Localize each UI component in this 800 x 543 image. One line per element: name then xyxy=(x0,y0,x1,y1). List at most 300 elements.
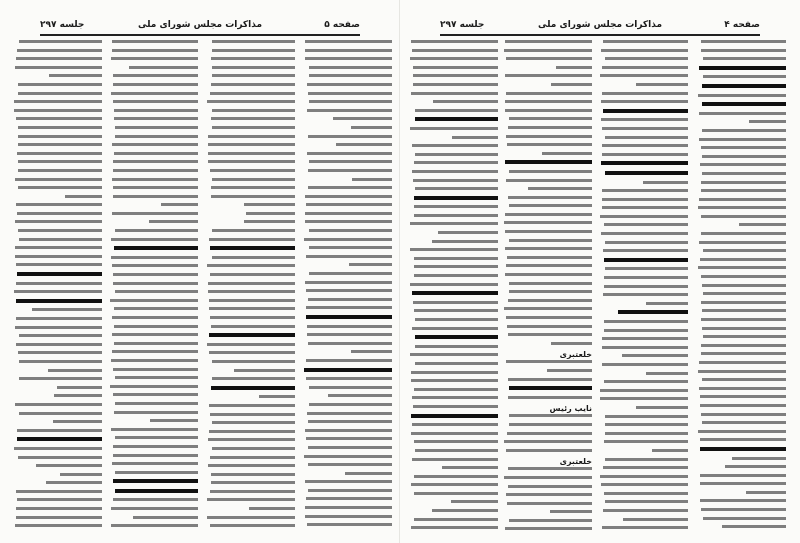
text-line xyxy=(509,414,592,417)
text-line xyxy=(111,524,198,527)
text-line xyxy=(15,178,102,181)
text-line xyxy=(703,517,786,520)
text-line xyxy=(702,102,786,106)
text-line xyxy=(415,345,498,348)
text-line xyxy=(601,100,688,103)
text-line xyxy=(413,83,498,86)
text-line xyxy=(410,57,498,60)
text-line xyxy=(605,241,688,244)
header-rule xyxy=(440,34,760,36)
text-line xyxy=(623,518,688,521)
text-line xyxy=(18,456,102,459)
text-line xyxy=(113,100,198,103)
text-line xyxy=(699,112,786,115)
text-line xyxy=(698,94,786,97)
text-line xyxy=(506,449,592,452)
text-line xyxy=(305,515,392,518)
text-line xyxy=(438,231,498,234)
text-line xyxy=(702,129,786,132)
text-line xyxy=(601,232,688,235)
text-line xyxy=(114,117,198,120)
text-line xyxy=(309,246,392,249)
text-line xyxy=(703,249,786,252)
text-line xyxy=(115,471,198,474)
text-line xyxy=(413,301,498,304)
text-line xyxy=(32,308,102,311)
text-line xyxy=(308,489,392,492)
text-line xyxy=(113,454,198,457)
text-line xyxy=(600,475,688,478)
text-line xyxy=(509,423,592,426)
text-line xyxy=(307,333,392,336)
text-line xyxy=(506,360,592,363)
text-line xyxy=(505,273,592,276)
text-line xyxy=(746,491,786,494)
text-line xyxy=(413,74,498,77)
text-line xyxy=(432,240,498,243)
text-line xyxy=(603,109,688,113)
text-line xyxy=(703,75,786,78)
text-line xyxy=(702,155,786,158)
text-line xyxy=(605,267,688,270)
text-line xyxy=(699,66,786,70)
text-line xyxy=(246,212,295,215)
text-line xyxy=(307,152,392,155)
text-line xyxy=(412,291,498,295)
text-line xyxy=(210,316,295,319)
text-line xyxy=(306,377,392,380)
text-line xyxy=(14,100,102,103)
text-line xyxy=(149,220,198,223)
text-line xyxy=(308,186,392,189)
text-line xyxy=(17,498,102,501)
text-line xyxy=(602,66,688,69)
text-line xyxy=(508,333,592,336)
text-line xyxy=(509,386,592,390)
text-line xyxy=(652,449,688,452)
text-line xyxy=(505,247,592,250)
text-line xyxy=(643,181,688,184)
text-line xyxy=(209,333,295,337)
text-line xyxy=(602,346,688,349)
text-line xyxy=(309,100,393,103)
text-line xyxy=(308,420,392,423)
text-line xyxy=(306,289,392,292)
text-line xyxy=(19,412,102,415)
text-line xyxy=(307,523,392,526)
text-line xyxy=(646,302,688,305)
text-line xyxy=(412,423,498,426)
speaker-name: خلعتبری xyxy=(559,350,592,360)
text-line xyxy=(208,152,295,155)
text-line xyxy=(111,92,198,95)
text-line xyxy=(305,212,392,215)
text-line xyxy=(432,509,498,512)
text-line xyxy=(506,316,592,319)
text-line xyxy=(212,421,295,424)
text-line xyxy=(210,92,295,95)
text-line xyxy=(19,40,102,43)
text-line xyxy=(16,282,102,285)
text-line xyxy=(411,379,498,382)
text-line xyxy=(57,386,102,389)
text-line xyxy=(509,117,592,120)
text-line xyxy=(605,171,688,175)
text-line xyxy=(414,309,498,312)
text-line xyxy=(602,127,688,130)
text-line xyxy=(411,414,498,418)
text-line xyxy=(702,84,786,88)
text-line xyxy=(508,467,592,470)
text-line xyxy=(210,490,295,493)
text-line xyxy=(211,325,295,328)
text-line xyxy=(433,100,498,103)
text-line xyxy=(208,464,295,467)
text-line xyxy=(210,456,295,459)
left-page-header xyxy=(40,20,360,34)
text-line xyxy=(605,458,688,461)
text-line xyxy=(17,272,102,276)
text-line xyxy=(507,325,592,328)
text-line xyxy=(113,195,198,198)
publication-title: مذاکرات مجلس شورای ملی xyxy=(137,20,263,30)
text-line xyxy=(19,360,102,363)
text-line xyxy=(508,378,592,381)
text-line xyxy=(507,256,592,259)
text-line xyxy=(211,195,295,198)
text-line xyxy=(603,466,688,469)
text-line xyxy=(701,301,786,304)
text-line xyxy=(308,135,392,138)
right-page-header xyxy=(440,20,760,34)
text-line xyxy=(600,397,688,400)
text-line xyxy=(701,40,786,43)
text-line xyxy=(305,220,392,223)
text-line xyxy=(212,49,295,52)
text-line xyxy=(605,136,688,139)
text-line xyxy=(702,378,786,381)
text-line xyxy=(17,212,102,215)
text-line xyxy=(699,361,786,364)
text-line xyxy=(133,516,198,519)
text-line xyxy=(505,213,592,216)
text-line xyxy=(414,161,498,164)
text-line xyxy=(602,526,688,529)
text-line xyxy=(601,49,688,52)
text-line xyxy=(207,264,295,267)
text-line xyxy=(508,485,592,488)
text-line xyxy=(208,290,295,293)
text-line xyxy=(701,344,786,347)
text-line xyxy=(18,186,102,189)
text-column xyxy=(600,40,688,535)
text-line xyxy=(15,403,102,406)
text-line xyxy=(208,135,295,138)
text-line xyxy=(551,83,592,86)
text-line xyxy=(604,320,688,323)
text-line xyxy=(604,276,688,279)
text-line xyxy=(506,57,592,60)
text-line xyxy=(701,318,786,321)
text-line xyxy=(308,169,392,172)
text-line xyxy=(603,509,688,512)
text-line xyxy=(507,432,593,435)
text-line xyxy=(700,163,786,166)
text-line xyxy=(113,498,198,501)
text-line xyxy=(551,342,592,345)
text-line xyxy=(112,212,198,215)
text-line xyxy=(414,388,498,391)
text-line xyxy=(410,283,498,286)
text-line xyxy=(209,299,295,302)
text-line xyxy=(212,229,295,232)
text-line xyxy=(306,497,392,500)
text-line xyxy=(48,369,102,372)
text-line xyxy=(604,223,688,226)
text-line xyxy=(212,360,295,363)
speaker-name: نایب رئیس xyxy=(549,404,592,414)
text-line xyxy=(509,170,592,173)
text-line xyxy=(636,83,688,86)
text-line xyxy=(413,405,498,408)
text-line xyxy=(17,437,102,441)
text-line xyxy=(112,40,198,43)
header-rule xyxy=(40,34,360,36)
text-line xyxy=(60,473,102,476)
text-line xyxy=(309,386,392,389)
text-line xyxy=(333,117,392,120)
text-line xyxy=(305,40,392,43)
text-line xyxy=(15,255,102,258)
text-line xyxy=(306,437,392,440)
text-line xyxy=(602,189,688,192)
text-line xyxy=(113,479,198,483)
text-line xyxy=(505,109,592,112)
text-line xyxy=(115,489,198,493)
text-line xyxy=(700,482,786,485)
text-line xyxy=(701,352,786,355)
text-line xyxy=(234,369,295,372)
text-line xyxy=(16,490,102,493)
text-line xyxy=(209,238,295,241)
text-line xyxy=(113,74,198,77)
text-line xyxy=(739,223,786,226)
text-line xyxy=(207,343,295,346)
text-line xyxy=(306,306,392,309)
text-line xyxy=(700,438,786,441)
text-line xyxy=(112,264,198,267)
text-line xyxy=(700,499,786,502)
session-number: جلسه ۲۹۷ xyxy=(40,20,85,30)
text-line xyxy=(212,126,295,129)
text-line xyxy=(111,359,198,362)
text-line xyxy=(702,421,786,424)
right-page xyxy=(400,0,800,543)
text-line xyxy=(308,92,392,95)
text-line xyxy=(701,215,786,218)
text-line xyxy=(415,109,498,112)
text-line xyxy=(150,419,198,422)
text-line xyxy=(703,335,786,338)
text-line xyxy=(209,351,295,354)
text-line xyxy=(414,265,498,268)
text-line xyxy=(702,284,786,287)
text-line xyxy=(410,248,498,251)
text-line xyxy=(701,146,786,149)
speaker-name: خلعتبری xyxy=(559,457,592,467)
text-line xyxy=(336,143,392,146)
text-line xyxy=(18,83,102,86)
text-line xyxy=(14,109,102,112)
text-line xyxy=(113,445,198,448)
text-line xyxy=(15,326,102,329)
text-line xyxy=(210,246,295,250)
text-line xyxy=(504,440,592,443)
text-line xyxy=(528,187,592,190)
text-line xyxy=(698,206,786,209)
text-line xyxy=(604,380,688,383)
text-line xyxy=(112,316,198,319)
text-column xyxy=(110,40,198,535)
text-line xyxy=(305,429,392,432)
text-line xyxy=(725,465,786,468)
text-line xyxy=(18,160,102,163)
text-line xyxy=(305,506,392,509)
text-line xyxy=(211,83,295,86)
text-line xyxy=(210,169,295,172)
text-line xyxy=(15,220,102,223)
text-line xyxy=(113,160,198,163)
text-line xyxy=(16,57,102,60)
text-line xyxy=(16,317,102,320)
text-line xyxy=(722,525,786,528)
text-line xyxy=(208,143,295,146)
text-line xyxy=(605,500,688,503)
text-line xyxy=(113,186,198,189)
text-line xyxy=(115,126,198,129)
text-line xyxy=(18,351,102,354)
text-line xyxy=(415,362,498,365)
text-line xyxy=(110,385,198,388)
text-line xyxy=(115,290,198,293)
text-line xyxy=(509,519,592,522)
text-line xyxy=(602,153,688,156)
text-line xyxy=(304,455,392,458)
text-line xyxy=(702,309,786,312)
text-line xyxy=(505,100,592,103)
text-line xyxy=(505,74,592,77)
text-line xyxy=(208,160,295,163)
text-line xyxy=(412,327,498,330)
text-line xyxy=(698,430,786,433)
text-line xyxy=(308,298,392,301)
text-line xyxy=(114,109,198,112)
text-column xyxy=(304,40,392,535)
text-line xyxy=(622,354,688,357)
session-number: جلسه ۲۹۷ xyxy=(440,20,485,30)
text-line xyxy=(111,256,198,259)
text-line xyxy=(18,126,102,129)
text-line xyxy=(701,49,786,52)
text-line xyxy=(415,153,498,156)
text-line xyxy=(304,238,392,241)
text-line xyxy=(602,92,688,95)
text-line xyxy=(113,393,198,396)
text-line xyxy=(600,74,688,77)
text-line xyxy=(18,169,102,172)
text-line xyxy=(308,446,392,449)
text-line xyxy=(351,126,392,129)
text-line xyxy=(414,257,498,260)
text-line xyxy=(604,329,688,332)
text-line xyxy=(509,239,592,242)
text-line xyxy=(209,404,295,407)
text-line xyxy=(412,170,498,173)
text-line xyxy=(305,195,392,198)
text-line xyxy=(414,440,498,443)
text-line xyxy=(207,516,295,519)
text-line xyxy=(506,264,592,267)
text-line xyxy=(208,438,295,441)
text-line xyxy=(244,220,295,223)
text-line xyxy=(415,187,498,190)
text-line xyxy=(16,343,102,346)
text-line xyxy=(600,389,688,392)
text-line xyxy=(542,152,592,155)
text-line xyxy=(112,49,198,52)
text-line xyxy=(114,411,198,414)
text-line xyxy=(604,258,688,262)
text-line xyxy=(18,135,102,138)
text-line xyxy=(604,492,688,495)
text-line xyxy=(507,143,592,146)
text-line xyxy=(413,66,498,69)
text-column xyxy=(504,40,592,535)
text-line xyxy=(249,507,295,510)
text-line xyxy=(505,527,592,530)
text-line xyxy=(601,483,688,486)
text-line xyxy=(113,282,198,285)
text-line xyxy=(508,126,592,129)
text-line xyxy=(412,144,498,147)
publication-title: مذاکرات مجلس شورای ملی xyxy=(537,20,663,30)
text-line xyxy=(54,394,102,397)
text-line xyxy=(49,74,102,77)
text-line xyxy=(112,143,198,146)
text-line xyxy=(506,135,592,138)
text-line xyxy=(699,198,786,201)
text-line xyxy=(602,198,688,201)
text-line xyxy=(113,273,198,276)
text-line xyxy=(601,118,688,121)
text-line xyxy=(111,428,198,431)
text-line xyxy=(698,266,786,269)
text-line xyxy=(732,457,786,460)
text-line xyxy=(410,222,498,225)
text-line xyxy=(17,49,102,52)
text-line xyxy=(504,476,592,479)
text-line xyxy=(700,404,786,407)
text-line xyxy=(212,178,295,181)
text-line xyxy=(605,432,688,435)
text-column xyxy=(698,40,786,535)
text-line xyxy=(410,127,498,130)
text-line xyxy=(309,229,392,232)
text-line xyxy=(207,100,295,103)
text-line xyxy=(19,377,102,380)
text-line xyxy=(210,273,295,276)
text-line xyxy=(15,66,102,69)
